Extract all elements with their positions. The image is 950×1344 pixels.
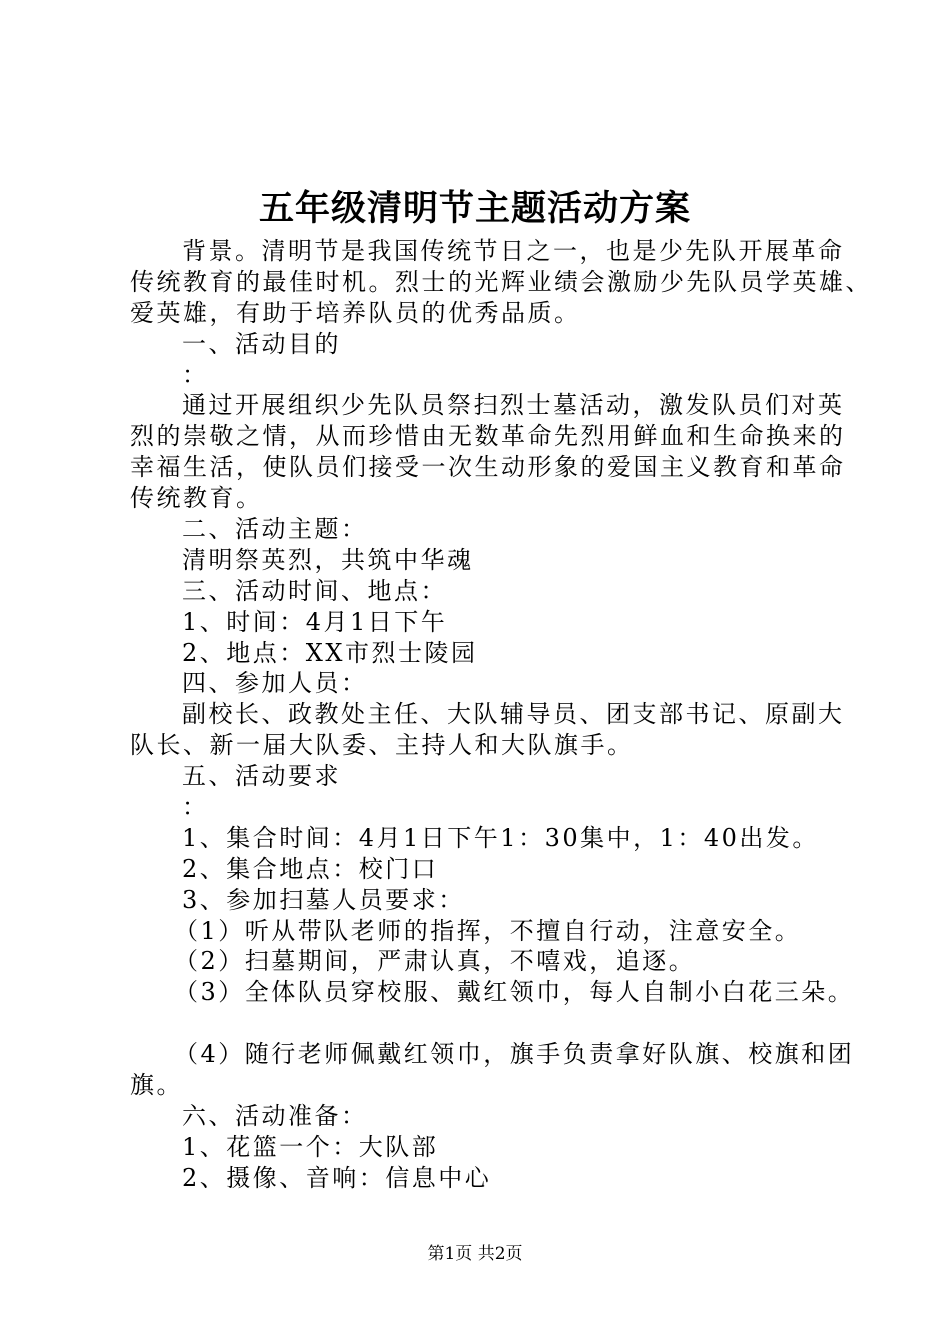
- paragraph-line: 副校长、政教处主任、大队辅导员、团支部书记、原副大: [182, 700, 845, 729]
- paragraph-line: 传统教育。: [130, 484, 263, 513]
- list-item: （4）随行老师佩戴红领巾，旗手负责拿好队旗、校旗和团: [174, 1040, 855, 1069]
- paragraph-line: 传统教育的最佳时机。烈士的光辉业绩会激励少先队员学英雄、: [130, 267, 872, 296]
- paragraph-line: 旗。: [130, 1071, 183, 1100]
- list-item: 2、摄像、音响：信息中心: [182, 1163, 492, 1192]
- paragraph-line: 通过开展组织少先队员祭扫烈士墓活动，激发队员们对英: [182, 391, 845, 420]
- document-body: [130, 236, 872, 1194]
- list-item: 1、花篮一个：大队部: [182, 1132, 439, 1161]
- section-heading: 二、活动主题：: [182, 515, 368, 544]
- section-heading: 四、参加人员：: [182, 669, 368, 698]
- list-item: 3、参加扫墓人员要求：: [182, 885, 465, 914]
- paragraph-line: 爱英雄，有助于培养队员的优秀品质。: [130, 298, 581, 327]
- page-number-footer: 第1页 共2页: [427, 1244, 523, 1264]
- section-heading: 三、活动时间、地点：: [182, 576, 447, 605]
- list-item: （3）全体队员穿校服、戴红领巾，每人自制小白花三朵。: [174, 978, 855, 1007]
- paragraph-line: 队长、新一届大队委、主持人和大队旗手。: [130, 731, 634, 760]
- list-item: 1、集合时间：4月1日下午1：30集中，1：40出发。: [182, 823, 819, 852]
- list-item: 2、集合地点：校门口: [182, 854, 439, 883]
- list-item: （1）听从带队老师的指挥，不擅自行动，注意安全。: [174, 916, 802, 945]
- paragraph-line: ：: [182, 360, 209, 389]
- section-heading: 五、活动要求: [182, 762, 341, 791]
- paragraph-line: 幸福生活，使队员们接受一次生动形象的爱国主义教育和革命: [130, 453, 846, 482]
- paragraph-line: 烈的崇敬之情，从而珍惜由无数革命先烈用鲜血和生命换来的: [130, 422, 846, 451]
- list-item: 1、时间：4月1日下午: [182, 607, 448, 636]
- paragraph-line: 背景。清明节是我国传统节日之一，也是少先队开展革命: [182, 237, 845, 265]
- section-heading: 一、活动目的: [182, 329, 341, 358]
- paragraph-line: ：: [182, 793, 209, 822]
- list-item: 2、地点：XX市烈士陵园: [182, 638, 478, 667]
- document-title: 五年级清明节主题活动方案: [258, 188, 691, 229]
- paragraph-line: 清明祭英烈，共筑中华魂: [182, 545, 474, 574]
- section-heading: 六、活动准备：: [182, 1101, 368, 1130]
- list-item: （2）扫墓期间，严肃认真，不嘻戏，追逐。: [174, 947, 696, 976]
- blank-line: [130, 1008, 835, 1039]
